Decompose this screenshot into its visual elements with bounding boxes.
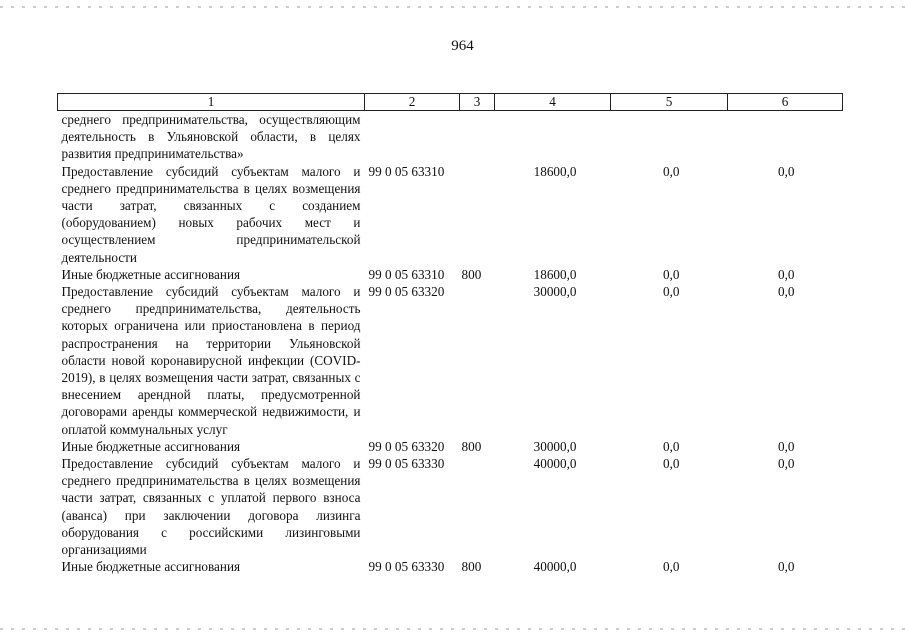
row-value-col6: 0,0 [778, 266, 795, 282]
row-value-col4: 18600,0 [533, 266, 577, 282]
row-value-col5: 0,0 [663, 456, 680, 472]
header-cell: 4 [495, 94, 611, 111]
row-code: 99 0 05 63330 [368, 456, 445, 472]
table-row [58, 558, 843, 575]
row-expense-type [460, 163, 495, 266]
row-value-col5 [611, 111, 728, 163]
row-name: Предоставление субсидий субъектам малого и среднего предпринимательства в целях возмещения части затрат, связанных с созданием (оборудованием) новых рабочих мест и осуществлением предпринимательской деятельности [61, 163, 361, 265]
row-value-col4: 30000,0 [533, 438, 577, 454]
bottom-scan-edge [0, 628, 905, 630]
table-row [58, 438, 843, 455]
row-value-col6: 0,0 [778, 559, 795, 575]
row-expense-type: 800 [461, 438, 482, 454]
row-code: 99 0 05 63310 [368, 266, 445, 282]
row-value-col5: 0,0 [663, 438, 680, 454]
row-name: среднего предпринимательства, осуществляющим деятельность в Ульяновской области, в целях развития предпринимательства» [61, 112, 361, 162]
row-code: 99 0 05 63320 [368, 284, 445, 300]
row-code: 99 0 05 63320 [368, 438, 445, 454]
row-name: Иные бюджетные ассигнования [61, 438, 241, 454]
row-value-col4: 40000,0 [533, 456, 577, 472]
table-header-row [58, 94, 843, 111]
budget-table [57, 93, 843, 575]
row-value-col4: 40000,0 [533, 559, 577, 575]
table-row [58, 266, 843, 283]
row-code: 99 0 05 63330 [368, 559, 445, 575]
row-name: Иные бюджетные ассигнования [61, 266, 241, 282]
header-cell: 2 [365, 94, 460, 111]
header-cell: 6 [728, 94, 843, 111]
row-expense-type [460, 111, 495, 163]
table-row [58, 163, 843, 266]
row-code [365, 111, 460, 163]
table-row [58, 455, 843, 558]
row-expense-type: 800 [461, 559, 482, 575]
row-value-col6 [728, 111, 843, 163]
row-expense-type: 800 [461, 266, 482, 282]
row-value-col6: 0,0 [778, 456, 795, 472]
row-name: Предоставление субсидий субъектам малого и среднего предпринимательства в целях возмещения части затрат, связанных с уплатой первого взноса (аванса) при заключении договора лизинга оборудования с российскими лизинговыми организациями [61, 456, 361, 558]
row-expense-type [460, 455, 495, 558]
table-row [58, 111, 843, 163]
row-value-col5: 0,0 [663, 266, 680, 282]
row-value-col4: 18600,0 [533, 163, 577, 179]
row-value-col6: 0,0 [778, 438, 795, 454]
header-cell: 3 [460, 94, 495, 111]
row-expense-type [460, 283, 495, 438]
row-value-col5: 0,0 [663, 284, 680, 300]
page-number: 964 [451, 38, 474, 54]
row-name: Предоставление субсидий субъектам малого и среднего предпринимательства, деятельность которых ограничена или приостановлена в период распространения на территории Ульяновской области новой коронавирусной инфекции (COVID-2019), в целях возмещения части затрат, связанных с внесением арендной платы, предусмотренной договорами аренды коммерческой недвижимости, и оплатой коммунальных услуг [61, 284, 361, 437]
row-value-col6: 0,0 [778, 163, 795, 179]
row-value-col6: 0,0 [778, 284, 795, 300]
header-cell: 1 [58, 94, 365, 111]
row-value-col4 [495, 111, 611, 163]
row-value-col4: 30000,0 [533, 284, 577, 300]
row-name: Иные бюджетные ассигнования [61, 559, 241, 575]
header-cell: 5 [611, 94, 728, 111]
row-value-col5: 0,0 [663, 163, 680, 179]
table-row [58, 283, 843, 438]
top-scan-edge [0, 6, 905, 8]
row-code: 99 0 05 63310 [368, 163, 445, 179]
row-value-col5: 0,0 [663, 559, 680, 575]
